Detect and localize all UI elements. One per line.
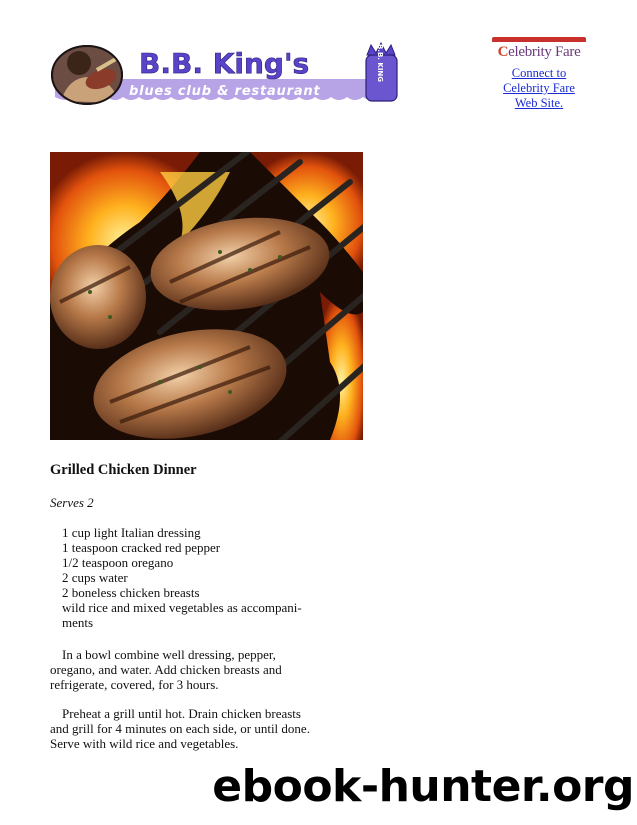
recipe-title: Grilled Chicken Dinner [50,462,197,478]
ingredient-list [62,525,322,630]
ingredient-item: 1 cup light Italian dressing [62,525,201,540]
celebrity-fare-block [491,37,587,111]
ingredient-item: 1 teaspoon cracked red pepper [62,540,221,555]
celebrity-fare-logo[interactable]: Celebrity Fare [497,44,581,60]
ingredient-item: 2 cups water [62,570,128,585]
recipe-step-2: Preheat a grill until hot. Drain chicken breasts and grill for 4 minutes on each side, or until done. Serve with wild rice and vegetables. [50,706,310,751]
bb-kings-logo[interactable] [49,41,405,115]
ingredient-item: 2 boneless chicken breasts [62,585,200,600]
celebrity-fare-bar [492,37,586,42]
logo-name: B.B. King's [139,47,310,80]
musician-photo [49,41,129,111]
crown-badge-icon [366,43,397,101]
ingredient-item: 1/2 teaspoon oregano [62,555,174,570]
logo-tagline: blues club & restaurant [129,84,321,99]
recipe-serves: Serves 2 [50,495,94,510]
ingredient-item: wild rice and mixed vegetables as accompani- [62,600,302,615]
logo-badge: B.B. KING [376,43,384,83]
recipe-step-1: In a bowl combine well dressing, pepper, oregano, and water. Add chicken breasts and refrigerate, covered, for 3 hours. [50,647,282,692]
ingredient-item: ments [62,615,94,630]
grilled-chicken-photo [50,152,363,440]
watermark: ebook-hunter.org [212,761,634,812]
celebrity-fare-link[interactable]: Connect to Celebrity Fare Web Site. [503,66,575,110]
